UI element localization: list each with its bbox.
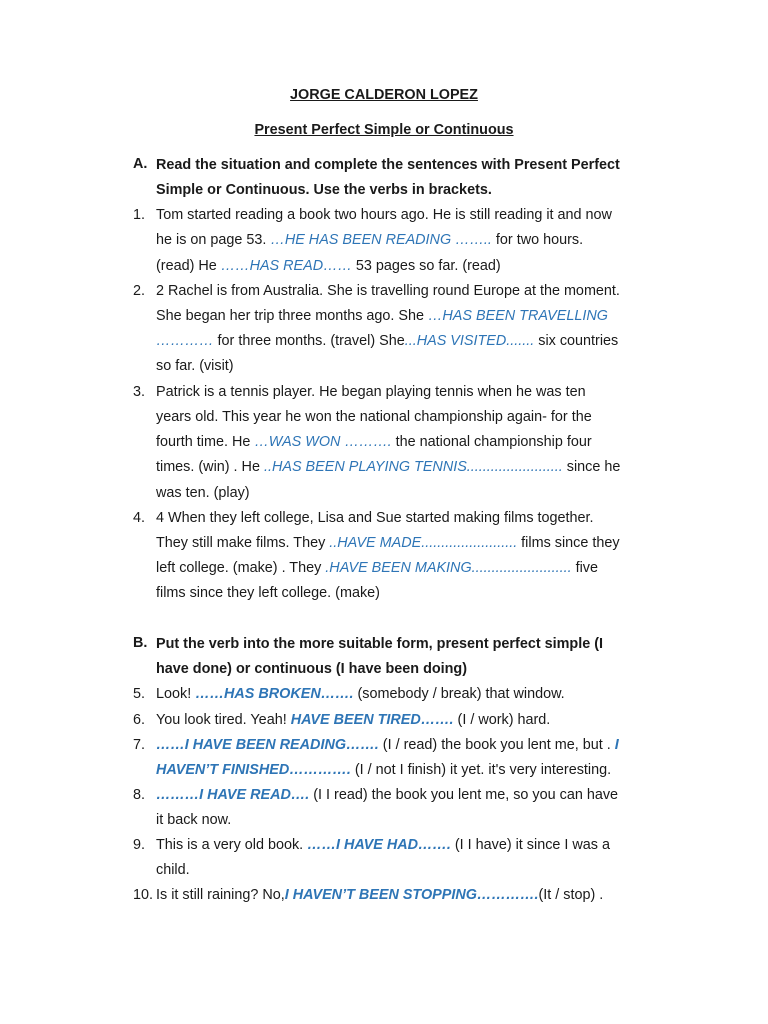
item-text: fourth time. He (156, 434, 255, 450)
item-1-line3 (156, 257, 501, 275)
answer-text: ..HAS BEEN PLAYING TENNIS........................ (263, 459, 563, 475)
item-5 (156, 685, 565, 703)
answer-text: ……HAS READ…… (220, 258, 352, 274)
item-3-line3 (156, 433, 592, 451)
item-text: This is a very old book. (156, 837, 308, 853)
item-4-line1: 4 When they left college, Lisa and Sue started making films together. (156, 510, 594, 526)
item-6 (156, 711, 550, 729)
item-2-line3 (156, 332, 618, 350)
section-b-instruction-line1: Put the verb into the more suitable form, present perfect simple (I (156, 636, 603, 652)
item-text: for two hours. (491, 232, 584, 248)
item-text: six countries (534, 333, 619, 349)
item-text: the national championship four (391, 434, 592, 450)
item-8-line2: it back now. (156, 812, 232, 828)
item-number: 1. (133, 207, 146, 223)
item-3-line1: Patrick is a tennis player. He began playing tennis when he was ten (156, 384, 586, 400)
item-4-line3 (156, 559, 598, 577)
student-name: JORGE CALDERON LOPEZ (290, 87, 478, 103)
answer-text: ……I HAVE BEEN READING……. (156, 737, 379, 753)
item-9-line2: child. (156, 862, 190, 878)
worksheet-topic: Present Perfect Simple or Continuous (254, 122, 514, 138)
item-text: She began her trip three months ago. She (156, 308, 429, 324)
item-9-line1 (156, 836, 610, 854)
item-number: 4. (133, 510, 146, 526)
section-b-letter: B. (133, 635, 148, 651)
section-a-letter: A. (133, 156, 148, 172)
item-3-line2: years old. This year he won the national championship again- for the (156, 409, 592, 425)
item-2-line4: so far. (visit) (156, 358, 234, 374)
item-7-line1 (156, 736, 619, 754)
item-text: (I / work) hard. (453, 712, 551, 728)
item-text: five (571, 560, 599, 576)
item-number: 7. (133, 737, 146, 753)
answer-text: …HAS BEEN TRAVELLING (428, 308, 608, 324)
answer-text: ……HAS BROKEN……. (195, 686, 354, 702)
item-number: 10. (133, 887, 154, 903)
item-text: for three months. (travel) She (213, 333, 405, 349)
item-3-line4 (156, 458, 620, 476)
item-text: (somebody / break) that window. (353, 686, 565, 702)
item-number: 2. (133, 283, 146, 299)
item-7-line2 (156, 761, 611, 779)
item-text: (It / stop) . (538, 887, 604, 903)
answer-text: …WAS WON ………. (254, 434, 392, 450)
section-b-instruction-line2: have done) or continuous (I have been doing) (156, 661, 468, 677)
answer-text: ..HAVE MADE........................ (329, 535, 518, 551)
item-3-line5: was ten. (play) (156, 485, 250, 501)
answer-text: ………… (156, 333, 214, 349)
item-text: (read) He (156, 258, 221, 274)
item-text: (I / read) the book you lent me, but . (378, 737, 615, 753)
item-4-line4: films since they left college. (make) (156, 585, 380, 601)
answer-text: ………I HAVE READ…. (156, 787, 310, 803)
item-text: Is it still raining? No, (156, 887, 285, 903)
item-text: (I I read) the book you lent me, so you can have (309, 787, 619, 803)
item-2-line2 (156, 307, 608, 325)
item-text: (I I have) it since I was a (450, 837, 610, 853)
answer-text: …HE HAS BEEN READING …….. (270, 232, 492, 248)
item-2-line1: 2 Rachel is from Australia. She is travelling round Europe at the moment. (156, 283, 620, 299)
item-10 (156, 886, 603, 904)
item-4-line2 (156, 534, 620, 552)
answer-text: .HAVE BEEN MAKING......................... (325, 560, 572, 576)
item-text: he is on page 53. (156, 232, 271, 248)
item-number: 5. (133, 686, 146, 702)
answer-text: ...HAS VISITED....... (404, 333, 535, 349)
item-text: times. (win) . He (156, 459, 264, 475)
item-text: since he (562, 459, 621, 475)
item-1-line2 (156, 231, 583, 249)
item-8-line1 (156, 786, 618, 804)
section-a-instruction-line1: Read the situation and complete the sentences with Present Perfect (156, 157, 620, 173)
item-text: They still make films. They (156, 535, 330, 551)
answer-text: HAVE BEEN TIRED……. (290, 712, 454, 728)
item-number: 9. (133, 837, 146, 853)
item-text: You look tired. Yeah! (156, 712, 291, 728)
answer-text: I (614, 737, 619, 753)
section-a-instruction-line2: Simple or Continuous. Use the verbs in brackets. (156, 182, 492, 198)
answer-text: ……I HAVE HAD……. (307, 837, 451, 853)
item-text: left college. (make) . They (156, 560, 326, 576)
item-text: 53 pages so far. (read) (351, 258, 501, 274)
item-text: (I / not I finish) it yet. it's very interesting. (350, 762, 612, 778)
item-number: 6. (133, 712, 146, 728)
item-text: films since they (517, 535, 620, 551)
item-text: Look! (156, 686, 196, 702)
answer-text: HAVEN’T FINISHED…………. (156, 762, 351, 778)
item-number: 8. (133, 787, 146, 803)
item-number: 3. (133, 384, 146, 400)
item-1-line1: Tom started reading a book two hours ago. He is still reading it and now (156, 207, 612, 223)
answer-text: I HAVEN’T BEEN STOPPING…………. (284, 887, 539, 903)
